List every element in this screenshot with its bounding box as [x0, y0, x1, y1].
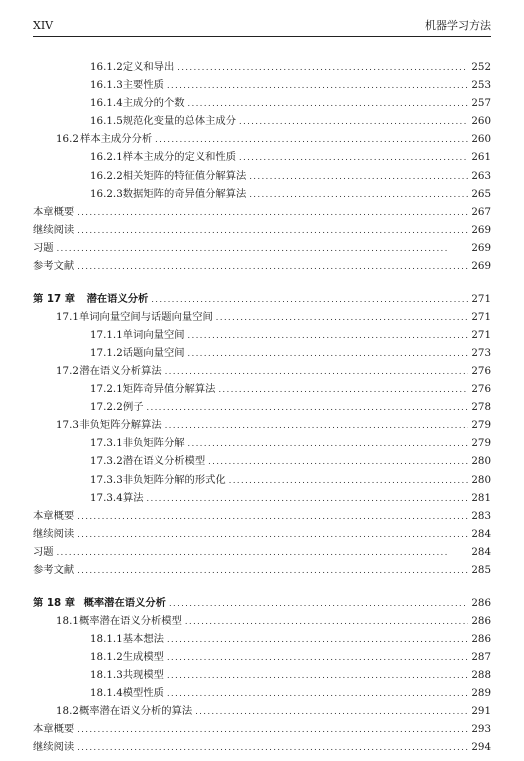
toc-entry-title: 习题: [33, 241, 54, 254]
toc-entry-number: 第 18 章: [33, 596, 76, 609]
toc-entry-number: 16.2.1: [90, 151, 123, 164]
toc-entry-title: 算法: [122, 491, 144, 504]
toc-entry-number: 第 17 章: [33, 292, 76, 305]
toc-entry-page: 291: [471, 705, 491, 718]
toc-entry-number: 17.1: [56, 310, 79, 323]
toc-entry-title: 定义和导出: [122, 61, 175, 73]
toc-misc-entry[interactable]: [33, 221, 491, 239]
toc-entry-number: 18.1: [56, 614, 79, 627]
toc-entry-page: 276: [471, 365, 491, 377]
toc-subsection-entry[interactable]: [33, 112, 491, 130]
toc-entry-page: 261: [471, 151, 491, 164]
toc-entry-title: 规范化变量的总体主成分: [122, 115, 237, 128]
toc-entry-title: 参考文献: [33, 564, 75, 577]
page-number-roman: XIV: [33, 19, 54, 32]
dot-leader: [239, 112, 468, 131]
toc-entry-number: 17.2.1: [90, 383, 123, 396]
toc-entry-page: 279: [471, 437, 491, 450]
dot-leader: [77, 561, 468, 580]
toc-section-entry[interactable]: [33, 416, 491, 434]
toc-entry-page: 253: [471, 79, 491, 92]
toc-subsection-entry[interactable]: [33, 344, 491, 362]
dot-leader: [155, 130, 468, 149]
toc-entry-title: 本章概要: [33, 509, 75, 522]
toc-entry-title: 潜在语义分析算法: [79, 365, 162, 377]
toc-entry-title: 概率潜在语义分析模型: [78, 614, 182, 627]
toc-entry-title: 生成模型: [122, 650, 164, 663]
dot-leader: [188, 344, 468, 363]
toc-entry-number: 17.3: [56, 419, 79, 432]
toc-entry-title: 单词向量空间: [122, 328, 185, 341]
toc-entry-number: 17.2: [56, 365, 79, 377]
dot-leader: [188, 326, 468, 345]
dot-leader: [167, 684, 468, 703]
toc-entry-number: 16.1.3: [90, 79, 123, 92]
toc-entry-number: 17.3.3: [90, 473, 123, 486]
toc-entry-page: 269: [471, 241, 491, 254]
dot-leader: [249, 185, 468, 204]
toc-entry-title: 相关矩阵的特征值分解算法: [122, 169, 247, 182]
toc-subsection-entry[interactable]: [33, 167, 491, 185]
toc-entry-number: 16.2.3: [90, 187, 123, 200]
toc-entry-page: 276: [471, 383, 491, 396]
book-title: 机器学习方法: [425, 19, 491, 32]
toc-entry-page: 273: [471, 346, 491, 359]
toc-entry-title: 参考文献: [33, 260, 75, 273]
toc-entry-title: 非负矩阵分解算法: [79, 419, 162, 432]
toc-entry-title: 继续阅读: [33, 223, 75, 236]
toc-entry-title: 话题向量空间: [122, 346, 185, 359]
dot-leader: [165, 416, 468, 435]
toc-entry-page: 269: [471, 223, 491, 236]
dot-leader: [77, 221, 468, 240]
toc-subsection-entry[interactable]: [33, 58, 491, 76]
toc-misc-entry[interactable]: [33, 525, 491, 543]
dot-leader: [77, 738, 468, 757]
toc-entry-title: 例子: [122, 401, 144, 414]
toc-entry-page: 271: [471, 292, 491, 305]
toc-entry-title: 单词向量空间与话题向量空间: [78, 310, 213, 323]
dot-leader: [249, 167, 468, 186]
toc-entry-title: 潜在语义分析模型: [122, 455, 206, 468]
toc-entry-page: 260: [471, 133, 491, 146]
toc-entry-page: 284: [471, 527, 491, 540]
toc-entry-title: 非负矩阵分解的形式化: [122, 473, 226, 486]
toc-entry-number: 16.2: [56, 133, 79, 146]
toc-subsection-entry[interactable]: [33, 148, 491, 166]
dot-leader: [147, 489, 468, 508]
toc-entry-number: 16.2.2: [90, 169, 123, 182]
toc-entry-page: 271: [471, 328, 491, 341]
dot-leader: [208, 452, 468, 471]
toc-section-entry[interactable]: [33, 130, 491, 148]
toc-entry-page: 260: [471, 115, 491, 128]
dot-leader: [177, 58, 468, 77]
dot-leader: [218, 380, 468, 399]
dot-leader: [57, 239, 468, 258]
toc-misc-entry[interactable]: [33, 561, 491, 579]
toc-entry-number: 16.1.2: [90, 61, 123, 73]
toc-entry-page: 280: [471, 455, 491, 468]
toc-entry-number: 18.1.2: [90, 650, 123, 663]
toc-entry-page: 269: [471, 260, 491, 273]
toc-subsection-entry[interactable]: [33, 648, 491, 666]
dot-leader: [165, 362, 468, 381]
toc-entry-number: 17.1.1: [90, 328, 123, 341]
toc-misc-entry[interactable]: [33, 543, 491, 561]
dot-leader: [77, 525, 468, 544]
toc-entry-title: 潜在语义分析: [86, 292, 149, 305]
toc-misc-entry[interactable]: [33, 203, 491, 221]
toc-entry-title: 本章概要: [33, 723, 75, 736]
dot-leader: [151, 290, 468, 309]
toc-subsection-entry[interactable]: [33, 489, 491, 507]
toc-entry-title: 共现模型: [122, 669, 164, 681]
toc-entry-page: 263: [471, 169, 491, 182]
toc-entry-title: 样本主成分分析: [80, 133, 153, 146]
toc-chapter-entry[interactable]: [33, 290, 491, 308]
toc-entry-page: 286: [471, 596, 491, 609]
toc-entry-title: 本章概要: [33, 205, 75, 218]
toc-entry-page: 286: [471, 632, 491, 645]
toc-subsection-entry[interactable]: [33, 185, 491, 203]
toc-entry-page: 285: [471, 564, 491, 577]
toc-misc-entry[interactable]: [33, 720, 491, 738]
toc-entry-title: 样本主成分的定义和性质: [122, 151, 237, 164]
toc-entry-number: 18.1.4: [90, 687, 123, 700]
dot-leader: [188, 434, 468, 453]
dot-leader: [77, 507, 468, 526]
dot-leader: [167, 76, 468, 95]
toc-misc-entry[interactable]: [33, 738, 491, 756]
toc-entry-page: 287: [471, 650, 491, 663]
toc-entry-title: 模型性质: [122, 687, 164, 700]
toc-subsection-entry[interactable]: [33, 471, 491, 489]
dot-leader: [57, 543, 468, 562]
toc-entry-page: 271: [471, 310, 491, 323]
dot-leader: [167, 630, 468, 649]
toc-entry-title: 主成分的个数: [122, 97, 185, 110]
chapter-gap: [33, 579, 491, 594]
toc-entry-page: 267: [471, 205, 491, 218]
dot-leader: [169, 594, 468, 613]
dot-leader: [167, 648, 468, 667]
dot-leader: [195, 702, 468, 721]
toc-section-entry[interactable]: [33, 308, 491, 326]
toc-entry-page: 278: [471, 401, 491, 414]
toc-entry-title: 基本想法: [122, 632, 164, 645]
toc-subsection-entry[interactable]: [33, 398, 491, 416]
toc-entry-page: 265: [471, 187, 491, 200]
toc-subsection-entry[interactable]: [33, 94, 491, 112]
toc-entry-page: 294: [471, 741, 491, 754]
toc-misc-entry[interactable]: [33, 257, 491, 275]
toc-subsection-entry[interactable]: [33, 76, 491, 94]
toc-subsection-entry[interactable]: [33, 434, 491, 452]
dot-leader: [77, 720, 468, 739]
toc-entry-title: 概率潜在语义分析的算法: [78, 705, 193, 718]
toc-subsection-entry[interactable]: [33, 666, 491, 684]
toc-entry-title: 习题: [33, 545, 54, 558]
toc-entry-title: 概率潜在语义分析: [83, 596, 166, 609]
toc-entry-number: 17.3.2: [90, 455, 123, 468]
dot-leader: [239, 148, 468, 167]
toc-entry-number: 16.1.4: [90, 97, 123, 110]
page-header: [33, 18, 491, 37]
toc-misc-entry[interactable]: [33, 239, 491, 257]
toc-entry-number: 18.1.1: [90, 632, 123, 645]
toc-entry-number: 17.1.2: [90, 346, 123, 359]
toc-entry-number: 16.1.5: [90, 115, 123, 128]
toc-subsection-entry[interactable]: [33, 380, 491, 398]
dot-leader: [167, 666, 468, 685]
toc-entry-number: 18.1.3: [90, 669, 123, 681]
toc-section-entry[interactable]: [33, 612, 491, 630]
toc-entry-number: 18.2: [56, 705, 79, 718]
toc-misc-entry[interactable]: [33, 507, 491, 525]
toc-entry-title: 矩阵奇异值分解算法: [122, 383, 216, 396]
toc-entry-page: 288: [471, 669, 491, 681]
dot-leader: [229, 471, 468, 490]
toc-entry-page: 284: [471, 545, 491, 558]
chapter-gap: [33, 275, 491, 290]
toc-entry-title: 主要性质: [122, 79, 164, 92]
toc-entry-title: 数据矩阵的奇异值分解算法: [122, 187, 247, 200]
toc-entry-page: 293: [471, 723, 491, 736]
toc-entry-page: 289: [471, 687, 491, 700]
toc-entry-page: 252: [471, 61, 491, 73]
table-of-contents: [33, 58, 491, 756]
toc-section-entry[interactable]: [33, 702, 491, 720]
toc-entry-page: 257: [471, 97, 491, 110]
dot-leader: [147, 398, 468, 417]
toc-entry-title: 继续阅读: [33, 741, 75, 754]
toc-entry-title: 非负矩阵分解: [122, 437, 185, 450]
toc-entry-number: 17.2.2: [90, 401, 123, 414]
toc-entry-title: 继续阅读: [33, 527, 75, 540]
toc-chapter-entry[interactable]: [33, 594, 491, 612]
dot-leader: [185, 612, 468, 631]
toc-entry-page: 283: [471, 509, 491, 522]
dot-leader: [216, 308, 468, 327]
toc-subsection-entry[interactable]: [33, 630, 491, 648]
toc-entry-page: 280: [471, 473, 491, 486]
toc-subsection-entry[interactable]: [33, 452, 491, 470]
toc-entry-number: 17.3.4: [90, 491, 123, 504]
toc-subsection-entry[interactable]: [33, 326, 491, 344]
toc-entry-page: 279: [471, 419, 491, 432]
toc-entry-number: 17.3.1: [90, 437, 123, 450]
toc-section-entry[interactable]: [33, 362, 491, 380]
dot-leader: [188, 94, 468, 113]
toc-entry-page: 286: [471, 614, 491, 627]
toc-entry-page: 281: [471, 491, 491, 504]
toc-subsection-entry[interactable]: [33, 684, 491, 702]
dot-leader: [77, 203, 468, 222]
dot-leader: [77, 257, 468, 276]
